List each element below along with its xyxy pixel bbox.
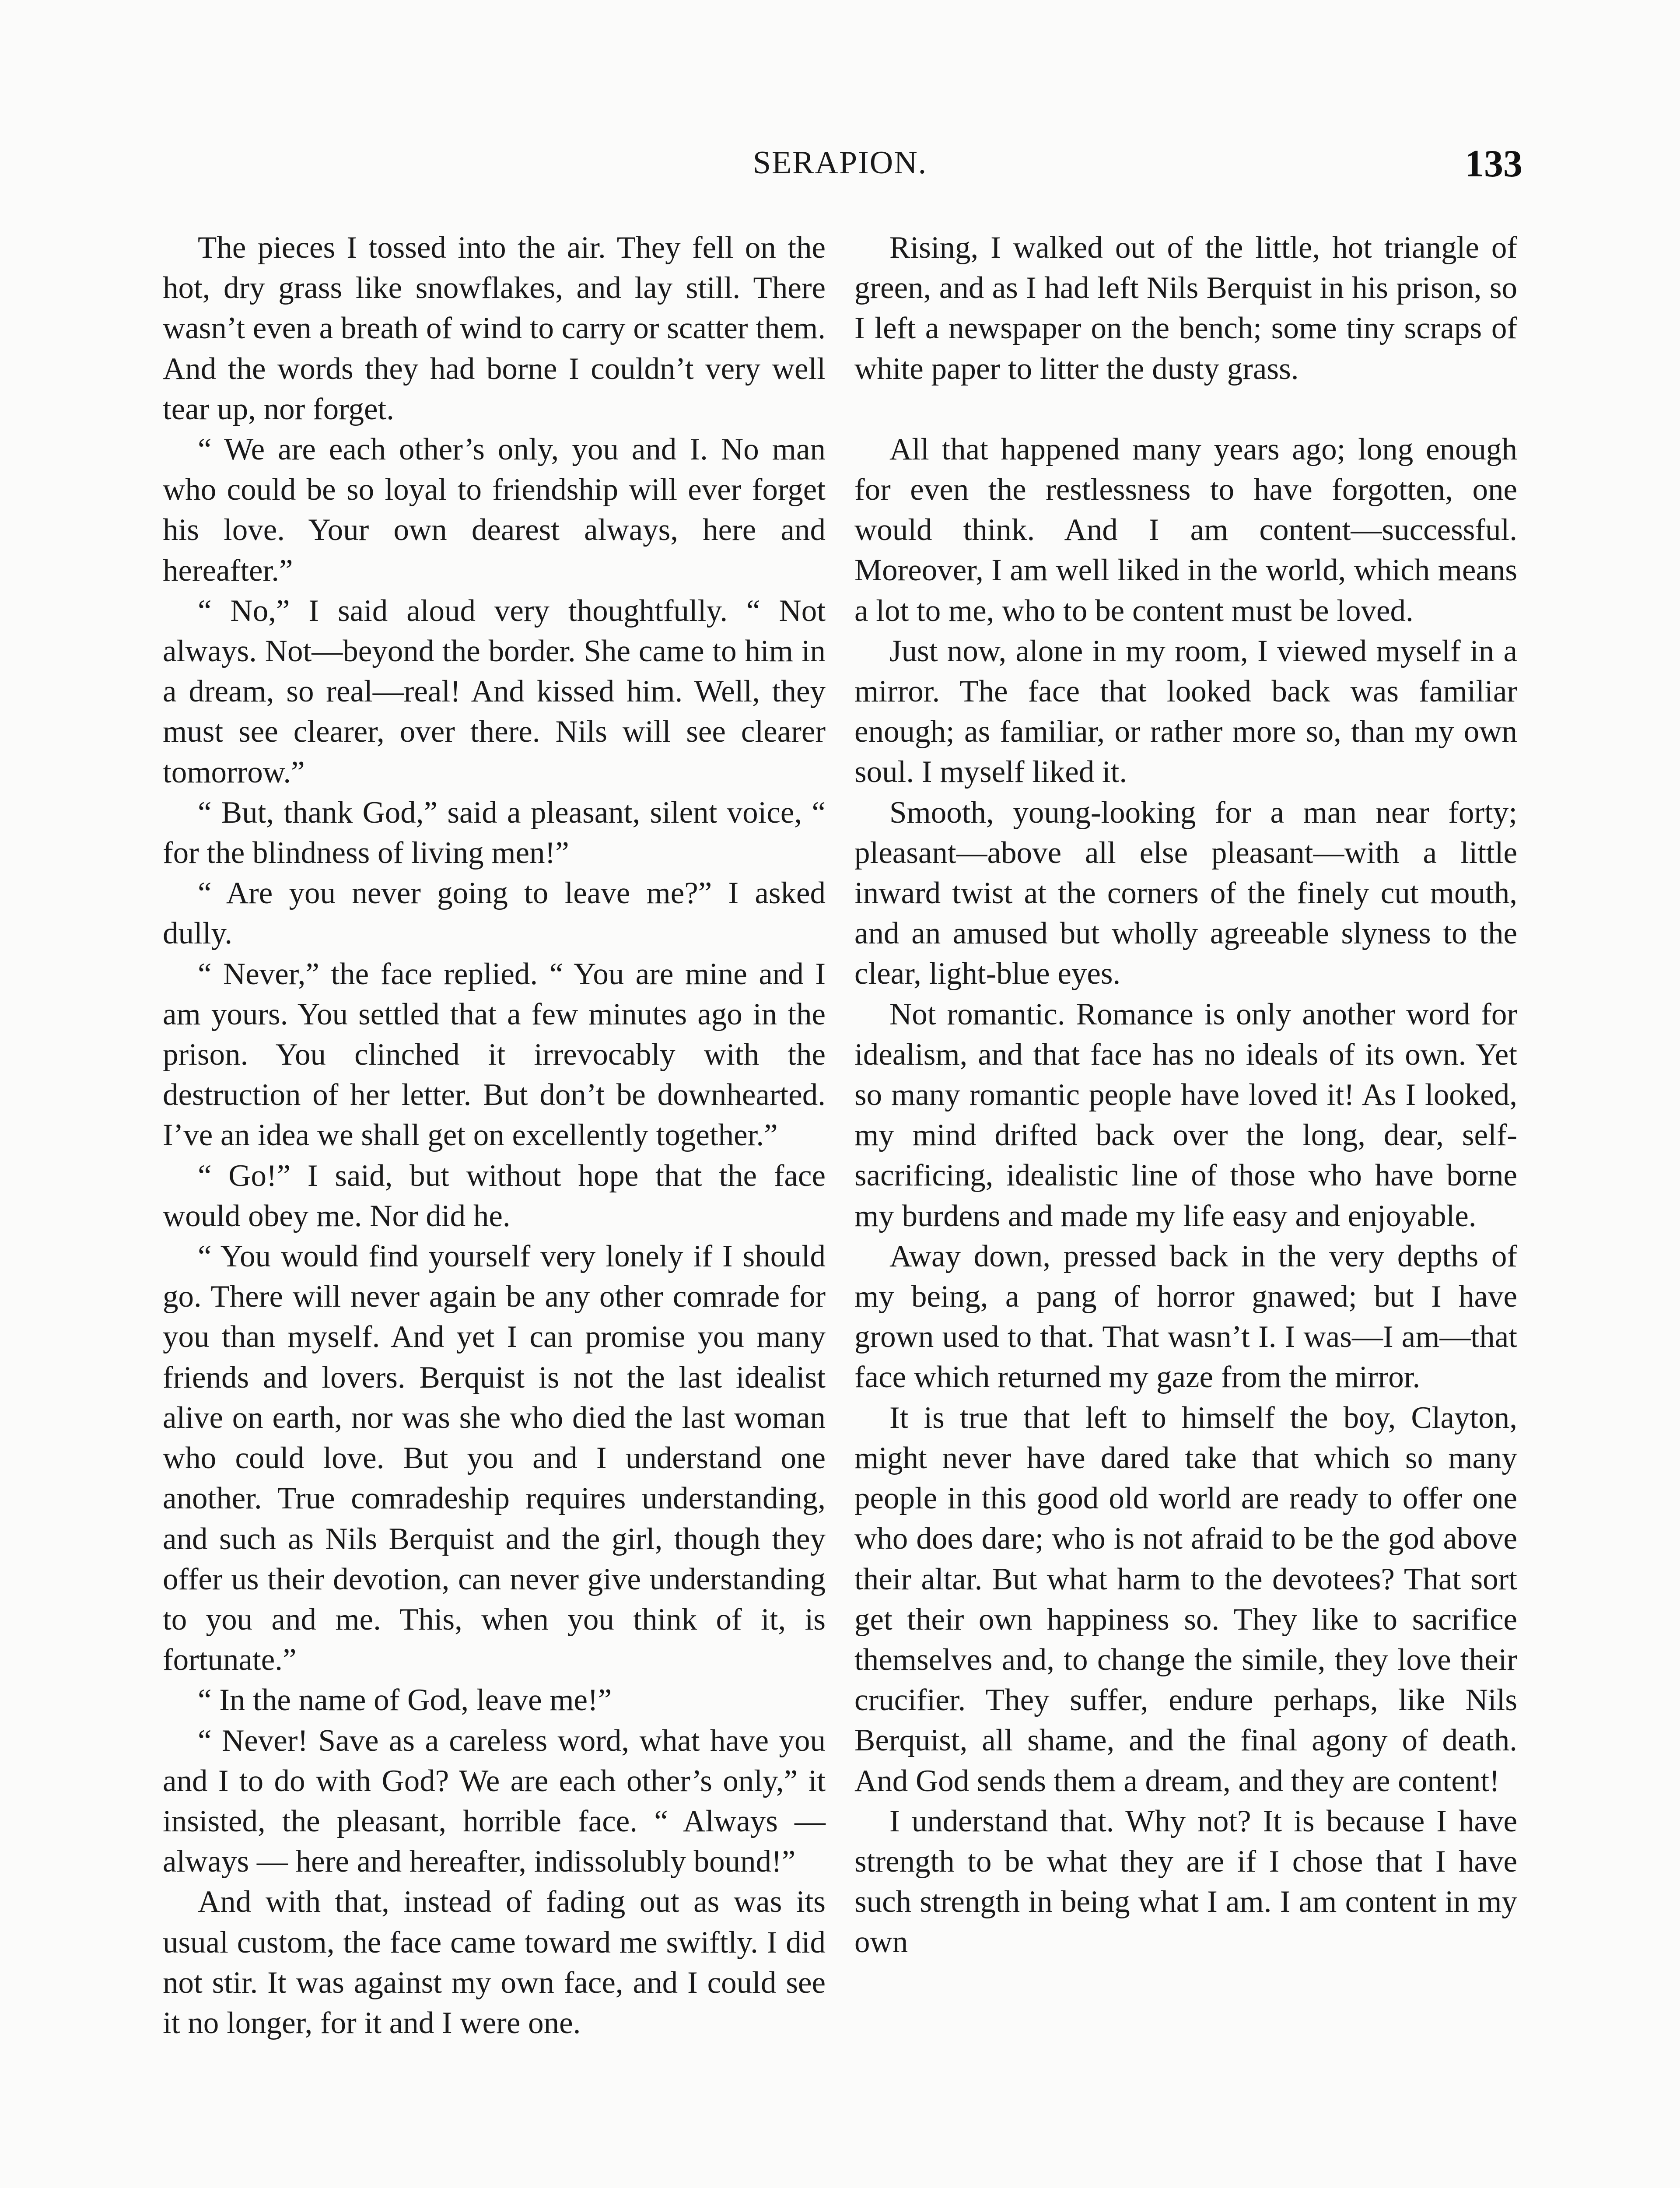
paragraph: Smooth, young-looking for a man near forty; pleasant—above all else pleasant—with a little inward twist at the corners of the finely cut mouth, and an amused but wholly agreeable slyness to the clear, light-blue eyes. <box>854 795 1517 991</box>
paragraph: “ But, thank God,” said a pleasant, silent voice, “ for the blindness of living men!” <box>163 795 826 870</box>
right-column <box>854 228 1517 1963</box>
running-head <box>158 144 1522 197</box>
paragraph: Just now, alone in my room, I viewed myself in a mirror. The face that looked back was familiar enough; as familiar, or rather more so, than my own soul. I myself liked it. <box>854 634 1517 789</box>
paragraph: Away down, pressed back in the very depths of my being, a pang of horror gnawed; but I have grown used to that. That wasn’t I. I was—I am—that face which returned my gaze from the mirror. <box>854 1239 1517 1395</box>
page-number: 133 <box>1465 143 1522 185</box>
paragraph: “ You would find yourself very lonely if I should go. There will never again be any other comrade for you than myself. And yet I can promise you many friends and lovers. Berquist is not the last idealist alive on earth, nor was she who died the last woman who could love. But you and I understand one another. True comradeship requires understanding, and such as Nils Berquist and the girl, though they offer us their devotion, can never give understanding to you and me. This, when you think of it, is fortunate.” <box>163 1239 826 1677</box>
paragraph: Rising, I walked out of the little, hot triangle of green, and as I had left Nils Berquist in his prison, so I left a newspaper on the bench; some tiny scraps of white paper to litter the dusty grass. <box>854 231 1517 386</box>
paragraph: “ Never,” the face replied. “ You are mine and I am yours. You settled that a few minutes ago in the prison. You clinched it irrevocably with the destruction of her letter. But don’t be downhearted. I’ve an idea we shall get on excellently together.” <box>163 957 826 1153</box>
paragraph: “ In the name of God, leave me!” <box>198 1683 612 1718</box>
paragraph: I understand that. Why not? It is because I have strength to be what they are if I chose that I have such strength in being what I am. I am content in my own <box>854 1804 1517 1960</box>
running-title: SERAPION. <box>752 145 928 181</box>
paragraph: Not romantic. Romance is only another word for idealism, and that face has no ideals of its own. Yet so many romantic people have loved it! As I looked, my mind drifted back over the long, dear, self-sacrificing, idealistic line of those who have borne my burdens and made my life easy and enjoyable. <box>854 997 1517 1233</box>
paragraph: All that happened many years ago; long enough for even the restlessness to have forgotten, one would think. And I am content—successful. Moreover, I am well liked in the world, which means a lot to me, who to be content must be loved. <box>854 432 1517 628</box>
paragraph: And with that, instead of fading out as was its usual custom, the face came toward me swiftly. I did not stir. It was against my own face, and I could see it no longer, for it and I were one. <box>163 1885 826 2040</box>
paragraph: “ No,” I said aloud very thoughtfully. “ Not always. Not—beyond the border. She came to him in a dream, so real—real! And kissed him. Well, they must see clearer, over there. Nils will see clearer tomorrow.” <box>163 593 826 789</box>
left-column <box>163 228 826 2043</box>
paragraph: “ We are each other’s only, you and I. No man who could be so loyal to friendship will ever forget his love. Your own dearest always, here and hereafter.” <box>163 432 826 588</box>
paragraph: It is true that left to himself the boy, Clayton, might never have dared take that which so many people in this good old world are ready to offer one who does dare; who is not afraid to be the god above their altar. But what harm to the devotees? That sort get their own happiness so. They like to sacrifice themselves and, to change the simile, they love their crucifier. They suffer, endure perhaps, like Nils Berquist, all shame, and the final agony of death. And God sends them a dream, and they are content! <box>854 1400 1517 1798</box>
paragraph: The pieces I tossed into the air. They fell on the hot, dry grass like snowflakes, and lay still. There wasn’t even a breath of wind to carry or scatter them. And the words they had borne I couldn’t very well tear up, nor forget. <box>163 231 826 426</box>
paragraph: “ Never! Save as a careless word, what have you and I to do with God? We are each other’s only,” it insisted, the pleasant, horrible face. “ Always — always — here and hereafter, indissolubly bound!” <box>163 1723 826 1879</box>
paragraph: “ Are you never going to leave me?” I asked dully. <box>163 876 826 951</box>
paragraph: “ Go!” I said, but without hope that the face would obey me. Nor did he. <box>163 1158 826 1233</box>
